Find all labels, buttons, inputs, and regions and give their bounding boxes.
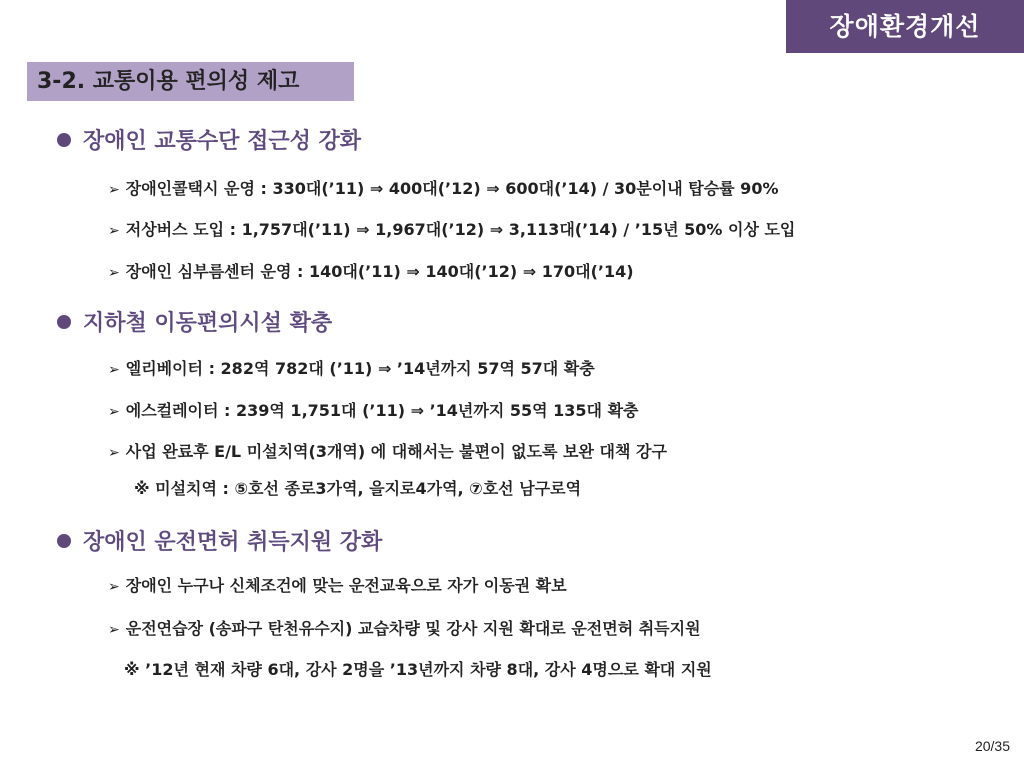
sub-item [108, 356, 595, 382]
arrow-bullet-icon: ➢ [108, 182, 120, 198]
sub-item-text: 장애인 누구나 신체조건에 맞는 운전교육으로 자가 이동권 확보 [125, 576, 567, 595]
page-number: 20/35 [974, 738, 1010, 754]
arrow-bullet-icon: ➢ [108, 622, 120, 638]
bullet-dot-icon [57, 534, 71, 548]
note-text: ※ ’12년 현재 차량 6대, 강사 2명을 ’13년까지 차량 8대, 강사 4명으로 확대 지원 [124, 660, 712, 679]
arrow-bullet-icon: ➢ [108, 223, 120, 239]
bullet-title: 장애인 교통수단 접근성 강화 [83, 129, 362, 154]
sub-item-text: 엘리베이터 : 282역 782대 (’11) ⇒ ’14년까지 57역 57대 확충 [125, 359, 595, 378]
sub-item [108, 573, 567, 599]
arrow-bullet-icon: ➢ [108, 362, 120, 378]
bullet-item-2 [57, 308, 332, 340]
sub-item-text: 운전연습장 (송파구 탄천유수지) 교습차량 및 강사 지원 확대로 운전면허 취득지원 [125, 619, 701, 638]
sub-item [108, 616, 701, 642]
bullet-title: 장애인 운전면허 취득지원 강화 [83, 530, 383, 555]
sub-item [108, 176, 778, 202]
sub-item-text: 사업 완료후 E/L 미설치역(3개역) 에 대해서는 불편이 없도록 보완 대책 강구 [125, 442, 667, 461]
sub-item [108, 259, 634, 285]
sub-item [108, 217, 795, 243]
sub-item [108, 398, 639, 424]
section-heading: 3-2. 교통이용 편의성 제고 [27, 62, 354, 101]
sub-item [108, 439, 667, 465]
arrow-bullet-icon: ➢ [108, 404, 120, 420]
bullet-dot-icon [57, 315, 71, 329]
arrow-bullet-icon: ➢ [108, 265, 120, 281]
sub-item-text: 장애인 심부름센터 운영 : 140대(’11) ⇒ 140대(’12) ⇒ 170대(’14) [125, 262, 634, 281]
bullet-item-3 [57, 527, 382, 559]
slide-title: 장애환경개선 [786, 0, 1024, 53]
arrow-bullet-icon: ➢ [108, 445, 120, 461]
arrow-bullet-icon: ➢ [108, 579, 120, 595]
note-text: ※ 미설치역 : ⑤호선 종로3가역, 을지로4가역, ⑦호선 남구로역 [134, 479, 582, 498]
sub-item-text: 에스컬레이터 : 239역 1,751대 (’11) ⇒ ’14년까지 55역 135대 확충 [125, 401, 639, 420]
bullet-dot-icon [57, 133, 71, 147]
bullet-item-1 [57, 126, 361, 158]
sub-item-text: 장애인콜택시 운영 : 330대(’11) ⇒ 400대(’12) ⇒ 600대(’14) / 30분이내 탑승률 90% [125, 179, 779, 198]
sub-item-text: 저상버스 도입 : 1,757대(’11) ⇒ 1,967대(’12) ⇒ 3,113대(’14) / ’15년 50% 이상 도입 [125, 220, 796, 239]
bullet-title: 지하철 이동편의시설 확충 [83, 311, 333, 336]
